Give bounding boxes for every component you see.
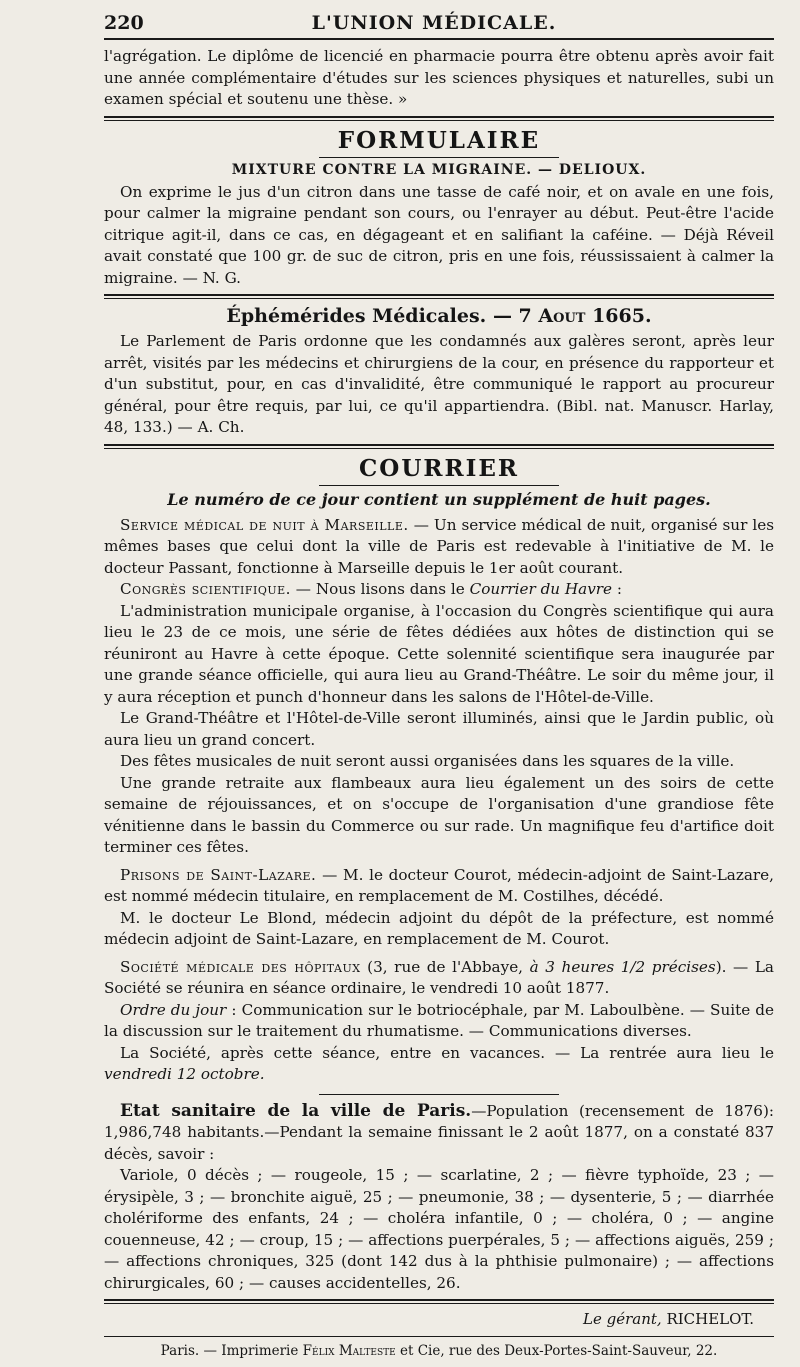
ephemerides-body: Le Parlement de Paris ordonne que les condamnés aux galères seront, après leur arrêt, visités par les médecins et chirurgiens de la cour, en présence du rapporteur et d'un substitut, pour, en cas d'invalidité, être communiqué le rapport au procureur général, pour être requis, par lui, ce qu'il appartiendra. (Bibl. nat. Manuscr. Harlay, 48, 133.) — A. Ch.	[104, 332, 774, 436]
congres-detail: Une grande retraite aux flambeaux aura lieu également un des soirs de cette semaine de réjouissances, et on s'occupe de l'organisation d'une grandiose fête vénitienne dans le bassin du Commerce ou sur rade. Un magnifique feu d'artifice doit terminer ces fêtes.	[104, 773, 774, 856]
supplement-notice: Le numéro de ce jour contient un supplément de huit pages.	[167, 489, 711, 509]
intro-paragraph: l'agrégation. Le diplôme de licencié en pharmacie pourra être obtenu après avoir fait une année complémentaire d'études sur les sciences physiques et naturelles, subi un examen spécial et soutenu une thèse. »	[104, 47, 774, 108]
societe-time: à 3 heures 1/2 précises	[529, 957, 716, 976]
ephemerides-heading	[104, 305, 774, 327]
service-body: — Un service médical de nuit, organisé sur les mêmes bases que celui dont la ville de Paris est redevable à l'initiative de M. le docteur Passant, fonctionne à Marseille depuis le 1er août courant.	[104, 515, 774, 577]
courrier-title: COURRIER	[358, 454, 520, 482]
printer-imprint	[104, 1343, 774, 1359]
page-header	[104, 12, 774, 40]
signature-name: RICHELOT.	[666, 1310, 754, 1328]
etat-heading: Etat sanitaire de la ville de Paris.	[120, 1100, 472, 1121]
societe-heading: Société médicale des hôpitaux	[120, 957, 361, 976]
ordre-body: : Communication sur le botriocéphale, par M. Laboulbène. — Suite de la discussion sur le traitement du rhumatisme. — Communications diverses.	[104, 1000, 774, 1040]
prisons-paragraph	[104, 865, 774, 908]
vacances-paragraph	[104, 1043, 774, 1086]
congres-tail: :	[612, 580, 622, 598]
societe-paragraph	[104, 957, 774, 1000]
ordre-paragraph	[104, 1000, 774, 1043]
footer-rule	[104, 1336, 774, 1337]
ordre-label: Ordre du jour	[120, 1000, 227, 1019]
formulaire-body: On exprime le jus d'un citron dans une tasse de café noir, et on avale en une fois, pour calmer la migraine pendant son cours, ou l'enrayer au début. Peut-être l'acide citrique agit-il, dans ce cas, en dégageant et en salifiant la caféine. — Déjà Réveil avait constaté que 100 gr. de suc de citron, pris en une fois, réussissaient à calmer la migraine. — N. G.	[104, 182, 774, 287]
congres-lead: — Nous lisons dans le	[290, 580, 470, 598]
service-heading: Service médical de nuit à Marseille.	[120, 515, 409, 534]
societe-address: (3, rue de l'Abbaye,	[360, 957, 530, 976]
ephemerides-title: Éphémérides Médicales.	[226, 305, 487, 327]
printer-tail: et Cie, rue des Deux-Portes-Saint-Sauveur, 22.	[395, 1343, 718, 1359]
section-divider	[104, 294, 774, 299]
etat-body: —Population (recensement de 1876): 1,986,748 habitants.—Pendant la semaine finissant le 2 août 1877, on a constaté 837 décès, savoir :	[104, 1101, 774, 1163]
printer-lead: Paris. — Imprimerie	[160, 1343, 303, 1359]
formulaire-subtitle: MIXTURE CONTRE LA MIGRAINE. — DELIOUX.	[231, 161, 647, 178]
section-divider	[104, 1299, 774, 1304]
congres-detail: Des fêtes musicales de nuit seront aussi organisées dans les squares de la ville.	[120, 752, 735, 770]
page-number: 220	[104, 12, 144, 34]
vacances-body: La Société, après cette séance, entre en vacances. — La rentrée aura lieu le	[120, 1043, 774, 1062]
ephemerides-date: — 7 Aout 1665.	[492, 305, 652, 327]
prisons-heading: Prisons de Saint-Lazare.	[120, 865, 317, 884]
section-divider	[104, 444, 774, 449]
congres-detail: L'administration municipale organise, à l'occasion du Congrès scientifique qui aura lieu le 23 de ce mois, une série de fêtes dédiées aux hôtes de distinction qui se réuniront au Havre à cette époque. Cette solennité scientifique sera inaugurée par une grande séance officielle, qui aura lieu au Grand-Théâtre. Le soir du même jour, il y aura réception et punch d'honneur dans les salons de l'Hôtel-de-Ville.	[104, 601, 774, 706]
printer-firm: Félix Malteste	[302, 1343, 396, 1359]
congres-detail: Le Grand-Théâtre et l'Hôtel-de-Ville seront illuminés, ainsi que le Jardin public, où aura lieu un grand concert.	[104, 709, 774, 749]
congres-source: Courrier du Havre	[469, 580, 613, 598]
title-underline	[319, 485, 559, 486]
signature-label: Le gérant,	[583, 1310, 662, 1328]
title-underline	[319, 157, 559, 158]
etat-paragraph	[104, 1101, 774, 1166]
signature	[104, 1310, 774, 1328]
congres-heading: Congrès scientifique.	[120, 580, 291, 598]
societe-body: ). — La Société se réunira en séance ordinaire, le vendredi 10 août 1877.	[104, 957, 774, 997]
journal-title: L'UNION MÉDICALE.	[311, 12, 557, 34]
prisons-paragraph-2: M. le docteur Le Blond, médecin adjoint du dépôt de la préfecture, est nommé médecin adjoint de Saint-Lazare, en remplacement de M. Courot.	[104, 908, 774, 948]
prisons-body: — M. le docteur Courot, médecin-adjoint de Saint-Lazare, est nommé médecin titulaire, en remplacement de M. Costilhes, décédé.	[104, 865, 774, 905]
vacances-date: vendredi 12 octobre.	[104, 1065, 265, 1083]
congres-paragraph	[104, 579, 774, 601]
formulaire-title: FORMULAIRE	[337, 126, 541, 154]
section-divider	[104, 116, 774, 121]
etat-causes: Variole, 0 décès ; — rougeole, 15 ; — scarlatine, 2 ; — fièvre typhoïde, 23 ; — érysipèle, 3 ; — bronchite aiguë, 25 ; — pneumonie, 38 ; — dysenterie, 5 ; — diarrhée cholériforme des enfants, 24 ; — choléra infantile, 0 ; — choléra, 0 ; — angine couenneuse, 42 ; — croup, 15 ; — affections puerpérales, 5 ; — affections aiguës, 259 ; — affections chroniques, 325 (dont 142 dus à la phthisie pulmonaire) ; — affections chirurgicales, 60 ; — causes accidentelles, 26.	[104, 1166, 774, 1292]
service-paragraph	[104, 515, 774, 580]
section-divider-short	[319, 1094, 559, 1095]
